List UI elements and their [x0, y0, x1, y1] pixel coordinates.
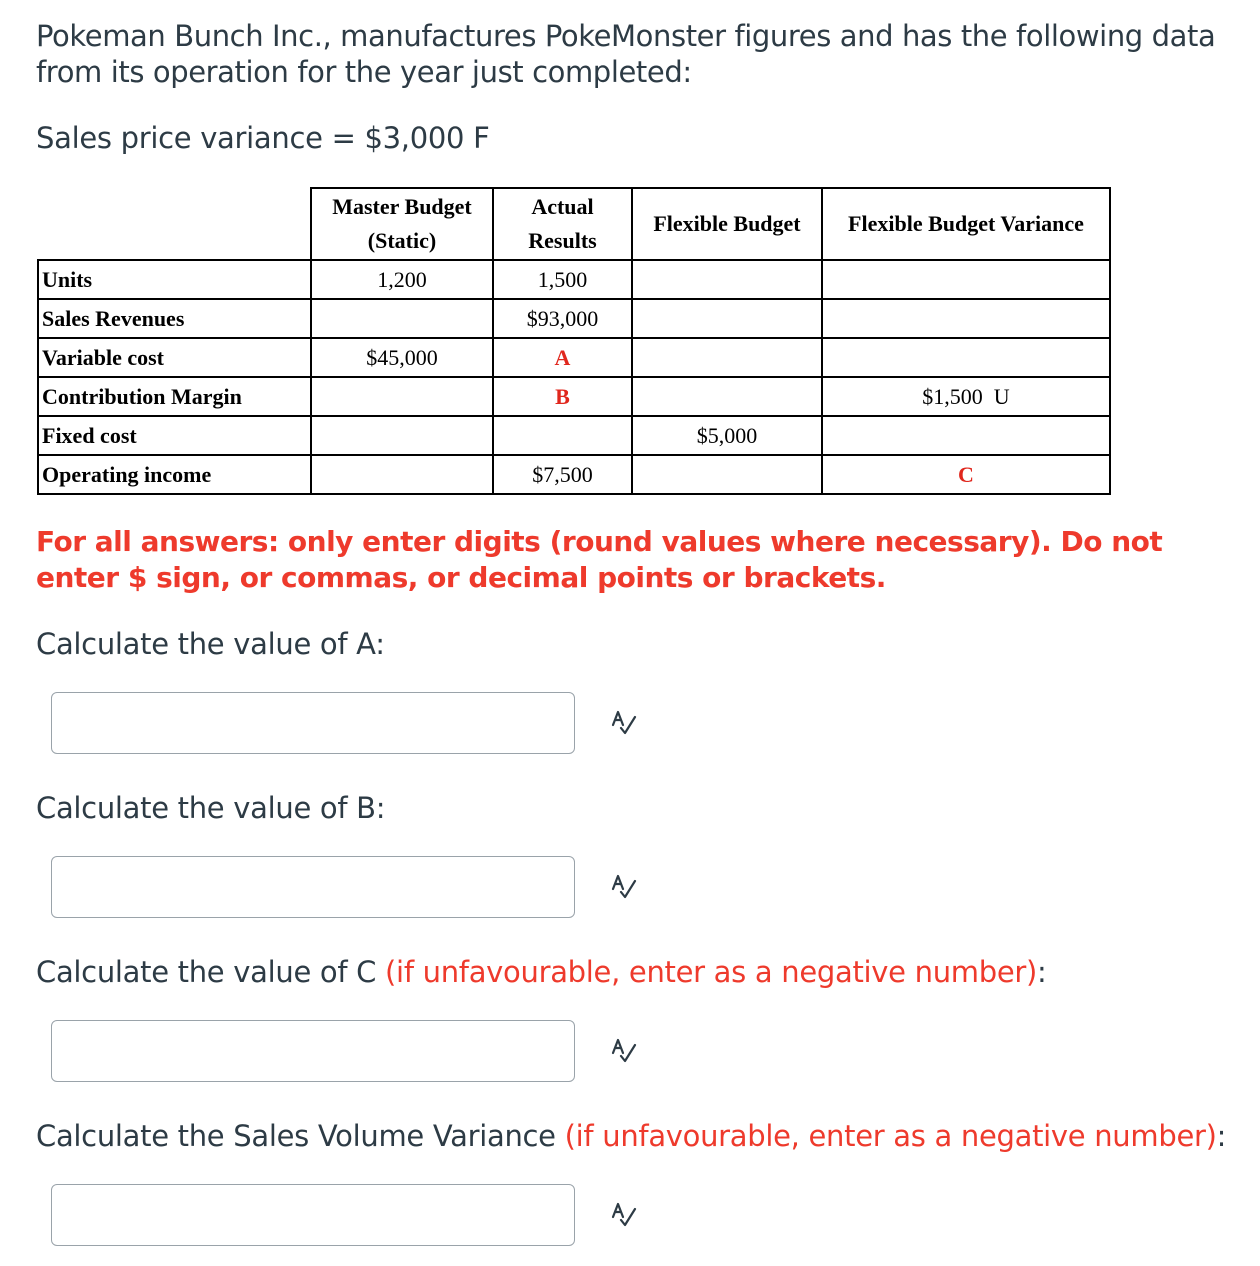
- cell-flexible: [632, 260, 822, 299]
- answer-a-input[interactable]: [51, 692, 575, 754]
- question-b-label: Calculate the value of B:: [36, 791, 386, 825]
- spellcheck-icon[interactable]: [610, 1036, 638, 1064]
- cell-actual: $93,000: [493, 299, 632, 338]
- row-label: Contribution Margin: [38, 377, 311, 416]
- table-row-units: [38, 260, 1110, 299]
- question-c-label: Calculate the value of C (if unfavourable, enter as a negative number):: [36, 955, 1047, 989]
- header-flexible-budget-variance: Flexible Budget Variance: [822, 188, 1110, 260]
- cell-variance-placeholder-c: C: [822, 455, 1110, 494]
- sales-price-variance: Sales price variance = $3,000 F: [36, 121, 490, 155]
- cell-master: [311, 299, 493, 338]
- row-label: Operating income: [38, 455, 311, 494]
- answer-instructions: For all answers: only enter digits (round values where necessary). Do not enter $ sign, or commas, or decimal points or brackets.: [36, 525, 1163, 594]
- cell-master: [311, 416, 493, 455]
- header-master-budget: Master Budget (Static): [311, 188, 493, 260]
- header-blank-cell: [38, 188, 311, 260]
- spellcheck-icon[interactable]: [610, 872, 638, 900]
- cell-variance: $1,500 U: [822, 377, 1110, 416]
- cell-actual: [493, 416, 632, 455]
- spellcheck-icon[interactable]: [610, 1200, 638, 1228]
- header-flexible-budget: Flexible Budget: [632, 188, 822, 260]
- question-c-hint: (if unfavourable, enter as a negative number): [385, 955, 1038, 989]
- row-label: Fixed cost: [38, 416, 311, 455]
- cell-flexible: [632, 455, 822, 494]
- table-row-operating-income: [38, 455, 1110, 494]
- question-a-label: Calculate the value of A:: [36, 627, 385, 661]
- budget-table: [37, 187, 1111, 495]
- cell-actual: 1,500: [493, 260, 632, 299]
- row-label: Sales Revenues: [38, 299, 311, 338]
- question-volume-label: Calculate the Sales Volume Variance (if unfavourable, enter as a negative number):: [36, 1119, 1227, 1153]
- cell-actual-placeholder-b: B: [493, 377, 632, 416]
- header-actual-results: Actual Results: [493, 188, 632, 260]
- cell-master: $45,000: [311, 338, 493, 377]
- cell-actual: $7,500: [493, 455, 632, 494]
- problem-intro: Pokeman Bunch Inc., manufactures PokeMonster figures and has the following data from its operation for the year just completed:: [36, 19, 1216, 89]
- cell-master: 1,200: [311, 260, 493, 299]
- table-row-variable-cost: [38, 338, 1110, 377]
- row-label: Variable cost: [38, 338, 311, 377]
- spellcheck-icon[interactable]: [610, 708, 638, 736]
- answer-b-input[interactable]: [51, 856, 575, 918]
- cell-master: [311, 455, 493, 494]
- cell-flexible: $5,000: [632, 416, 822, 455]
- table-row-sales-revenues: [38, 299, 1110, 338]
- cell-flexible: [632, 377, 822, 416]
- cell-variance: [822, 260, 1110, 299]
- cell-variance: [822, 299, 1110, 338]
- table-row-fixed-cost: [38, 416, 1110, 455]
- cell-flexible: [632, 299, 822, 338]
- row-label: Units: [38, 260, 311, 299]
- table-row-contribution-margin: [38, 377, 1110, 416]
- cell-master: [311, 377, 493, 416]
- table-header-row: [38, 188, 1110, 260]
- cell-flexible: [632, 338, 822, 377]
- question-volume-hint: (if unfavourable, enter as a negative number): [564, 1119, 1217, 1153]
- answer-c-input[interactable]: [51, 1020, 575, 1082]
- cell-variance: [822, 338, 1110, 377]
- answer-volume-input[interactable]: [51, 1184, 575, 1246]
- cell-variance: [822, 416, 1110, 455]
- cell-actual-placeholder-a: A: [493, 338, 632, 377]
